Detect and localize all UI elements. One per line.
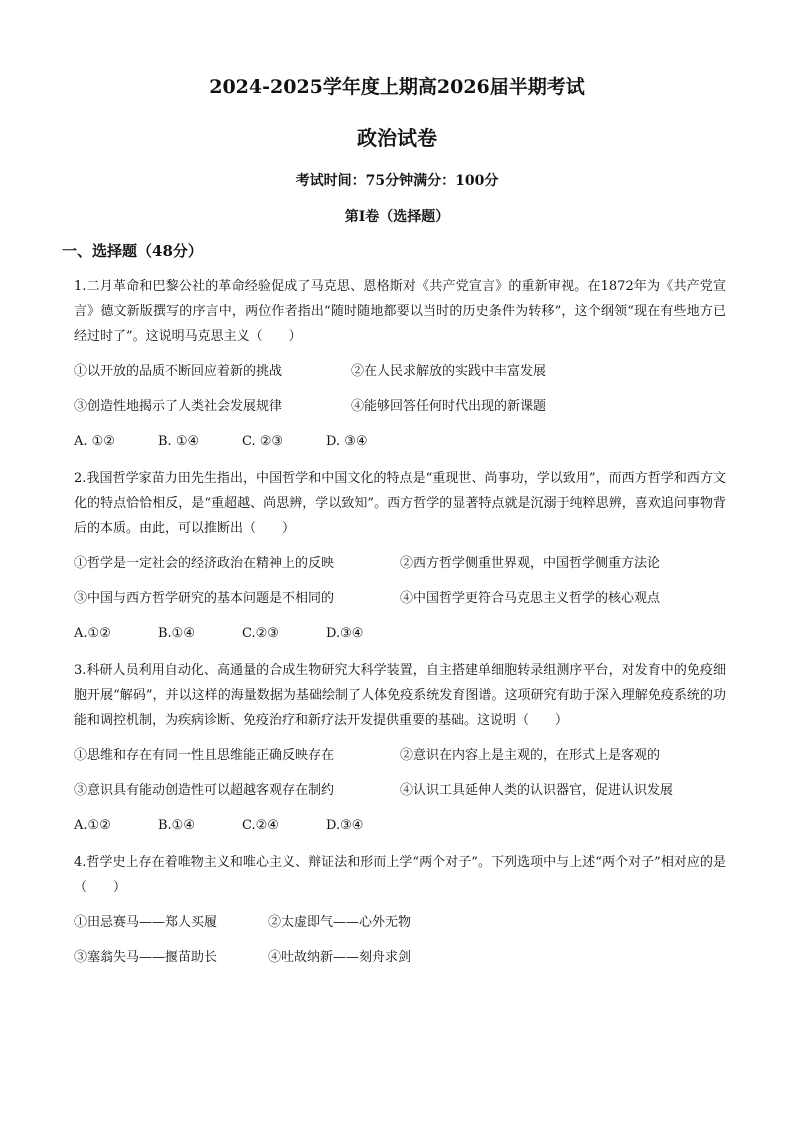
answer-d: D.③④ [326,818,364,833]
option-row [74,359,726,384]
question-list [74,274,726,982]
option-row [74,394,726,419]
option-1: ①思维和存在有同一性且思维能正确反映存在 [74,748,335,763]
option-2: ②西方哲学侧重世界观，中国哲学侧重方法论 [400,556,661,571]
option-row [74,945,726,970]
option-1: ①哲学是一定社会的经济政治在精神上的反映 [74,556,335,571]
answer-c: C.②③ [242,626,279,641]
option-row [74,778,726,803]
answer-b: B.①④ [158,626,195,641]
question-stem: 4.哲学史上存在着唯物主义和唯心主义、辩证法和形而上学“两个对子”。下列选项中与上述“两个对子”相对应的是（ ） [74,855,726,895]
option-4: ④认识工具延伸人类的认识器官，促进认识发展 [400,783,674,798]
option-2: ②在人民求解放的实践中丰富发展 [351,364,547,379]
answer-b: B. ①④ [158,434,200,449]
answer-c: C.②④ [242,818,279,833]
question-4 [74,850,726,970]
option-4: ④能够回答任何时代出现的新课题 [351,399,547,414]
answer-a: A.①② [74,626,111,641]
option-1: ①以开放的品质不断回应着新的挑战 [74,364,283,379]
section-title: 一、选择题（48分） [62,242,203,260]
option-4: ④中国哲学更符合马克思主义哲学的核心观点 [400,591,661,606]
option-3: ③塞翁失马——揠苗助长 [74,950,218,965]
question-3 [74,658,726,838]
option-row [74,743,726,768]
option-3: ③意识具有能动创造性可以超越客观存在制约 [74,783,335,798]
option-row [74,910,726,935]
question-2 [74,466,726,646]
question-stem: 2.我国哲学家苗力田先生指出，中国哲学和中国文化的特点是“重现世、尚事功，学以致用”，而西方哲学和西方文化的特点恰恰相反，是“重超越、尚思辨，学以致知”。西方哲学的显著特点就是沉溺于纯粹思辨，喜欢追问事物背后的本质。由此，可以推断出（ ） [74,471,726,536]
subject-title: 政治试卷 [357,126,437,150]
option-2: ②意识在内容上是主观的，在形式上是客观的 [400,748,661,763]
option-row [74,551,726,576]
option-row [74,586,726,611]
option-4: ④吐故纳新——刻舟求剑 [268,950,412,965]
option-3: ③创造性地揭示了人类社会发展规律 [74,399,283,414]
answer-a: A.①② [74,818,111,833]
option-1: ①田忌赛马——郑人买履 [74,915,218,930]
answer-d: D.③④ [326,626,364,641]
answer-c: C. ②③ [242,434,284,449]
answer-choices [74,813,726,838]
answer-choices [74,429,726,454]
answer-choices [74,621,726,646]
question-stem: 1.二月革命和巴黎公社的革命经验促成了马克思、恩格斯对《共产党宣言》的重新审视。在1872年为《共产党宣言》德文新版撰写的序言中，两位作者指出“随时随地都要以当时的历史条件为转移”，这个纲领“现在有些地方已经过时了”。这说明马克思主义（ ） [74,279,726,344]
exam-info: 考试时间：75分钟满分：100分 [295,173,499,189]
answer-a: A. ①② [74,434,115,449]
answer-b: B.①④ [158,818,195,833]
option-2: ②太虚即气——心外无物 [268,915,412,930]
question-stem: 3.科研人员利用自动化、高通量的合成生物研究大科学装置，自主搭建单细胞转录组测序平台，对发育中的免疫细胞开展“解码”，并以这样的海量数据为基础绘制了人体免疫系统发育图谱。这项研究有助于深入理解免疫系统的功能和调控机制，为疾病诊断、免疫治疗和新疗法开发提供重要的基础。这说明（ ） [74,663,726,728]
option-3: ③中国与西方哲学研究的基本问题是不相同的 [74,591,335,606]
question-1 [74,274,726,454]
answer-d: D. ③④ [326,434,368,449]
part-title: 第Ⅰ卷（选择题） [344,209,450,225]
exam-title: 2024-2025学年度上期高2026届半期考试 [209,76,585,98]
